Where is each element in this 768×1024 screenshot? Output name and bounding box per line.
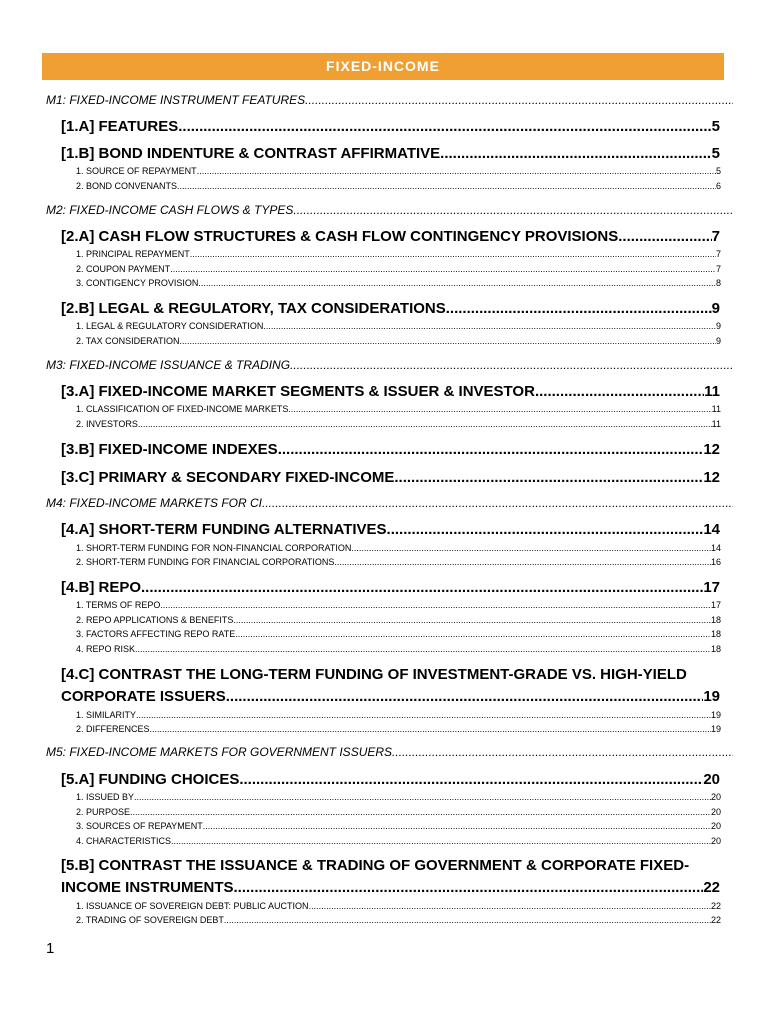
toc-module-m5[interactable] xyxy=(46,745,733,759)
toc-page-number: 7 xyxy=(711,228,720,245)
toc-entry-title: M5: FIXED-INCOME MARKETS FOR GOVERNMENT ISSUERS xyxy=(46,745,393,759)
toc-entry-title: 1. CLASSIFICATION OF FIXED-INCOME MARKETS xyxy=(76,404,289,414)
toc-subitem[interactable] xyxy=(76,615,721,625)
dot-leader xyxy=(135,644,711,654)
toc-subitem[interactable] xyxy=(76,419,721,429)
toc-entry-title: INCOME INSTRUMENTS xyxy=(61,879,234,896)
toc-section-5b-line1[interactable]: [5.B] CONTRAST THE ISSUANCE & TRADING OF GOVERNMENT & CORPORATE FIXED- xyxy=(61,857,690,874)
toc-entry-title: 4. CHARACTERISTICS xyxy=(76,836,172,846)
toc-subitem[interactable] xyxy=(76,821,721,831)
toc-entry-title: [4.A] SHORT-TERM FUNDING ALTERNATIVES xyxy=(61,521,387,538)
toc-page-number: 5 xyxy=(711,145,720,162)
toc-entry-title: 2. SHORT-TERM FUNDING FOR FINANCIAL CORPORATIONS xyxy=(76,557,335,567)
toc-entry-title: 2. COUPON PAYMENT xyxy=(76,264,171,274)
toc-page-number: 5 xyxy=(715,166,721,176)
dot-leader xyxy=(203,821,711,831)
toc-page-number: 12 xyxy=(703,469,720,486)
toc-section-2b[interactable] xyxy=(61,300,720,317)
toc-page-number: 18 xyxy=(710,644,721,654)
dot-leader xyxy=(293,203,733,217)
toc-page-number: 16 xyxy=(710,557,721,567)
toc-subitem[interactable] xyxy=(76,644,721,654)
dot-leader xyxy=(234,879,704,896)
toc-section-4b[interactable] xyxy=(61,579,720,596)
toc-page-number: 19 xyxy=(710,710,721,720)
toc-page-number: 6 xyxy=(715,181,721,191)
dot-leader xyxy=(235,629,711,639)
toc-page-number: 22 xyxy=(710,915,721,925)
dot-leader xyxy=(309,901,711,911)
dot-leader xyxy=(233,615,711,625)
toc-entry-title: 2. REPO APPLICATIONS & BENEFITS xyxy=(76,615,234,625)
dot-leader xyxy=(136,710,711,720)
toc-section-1a[interactable] xyxy=(61,118,720,135)
dot-leader xyxy=(160,600,711,610)
toc-subitem[interactable] xyxy=(76,629,721,639)
toc-section-4c-line1[interactable]: [4.C] CONTRAST THE LONG-TERM FUNDING OF INVESTMENT-GRADE VS. HIGH-YIELD xyxy=(61,666,687,683)
toc-entry-title: 2. TAX CONSIDERATION xyxy=(76,336,180,346)
dot-leader xyxy=(351,543,711,553)
toc-entry-title: 3. FACTORS AFFECTING REPO RATE xyxy=(76,629,236,639)
toc-entry-title: M3: FIXED-INCOME ISSUANCE & TRADING xyxy=(46,358,291,372)
toc-subitem[interactable] xyxy=(76,543,721,553)
toc-entry-title: 1. SOURCE OF REPAYMENT xyxy=(76,166,197,176)
dot-leader xyxy=(224,915,711,925)
toc-entry-title: M4: FIXED-INCOME MARKETS FOR CI xyxy=(46,496,263,510)
toc-page-number: 20 xyxy=(710,792,721,802)
toc-entry-title: 1. ISSUANCE OF SOVEREIGN DEBT: PUBLIC AUCTION xyxy=(76,901,309,911)
toc-page-number: 9 xyxy=(715,321,721,331)
toc-entry-title: [2.B] LEGAL & REGULATORY, TAX CONSIDERATIONS xyxy=(61,300,446,317)
toc-module-m1[interactable] xyxy=(46,93,733,107)
toc-page-number: 22 xyxy=(710,901,721,911)
toc-subitem[interactable] xyxy=(76,249,721,259)
dot-leader xyxy=(198,278,716,288)
toc-module-m2[interactable] xyxy=(46,203,733,217)
toc-page-number: 14 xyxy=(703,521,720,538)
toc-page-number: 17 xyxy=(703,579,720,596)
toc-section-3b[interactable] xyxy=(61,441,720,458)
toc-page-number: 9 xyxy=(715,336,721,346)
toc-page-number: 20 xyxy=(710,821,721,831)
toc-subitem[interactable] xyxy=(76,710,721,720)
dot-leader xyxy=(138,419,712,429)
toc-subitem[interactable] xyxy=(76,404,721,414)
toc-subitem[interactable] xyxy=(76,724,721,734)
toc-entry-title: 3. SOURCES OF REPAYMENT xyxy=(76,821,203,831)
toc-entry-title: [3.B] FIXED-INCOME INDEXES xyxy=(61,441,278,458)
dot-leader xyxy=(180,336,716,346)
page-number: 1 xyxy=(46,940,55,957)
dot-leader xyxy=(334,557,711,567)
dot-leader xyxy=(535,383,704,400)
dot-leader xyxy=(170,264,716,274)
toc-page-number: 20 xyxy=(703,771,720,788)
toc-page-number: 20 xyxy=(710,807,721,817)
document-title-banner: FIXED-INCOME xyxy=(42,53,724,80)
toc-entry-title: [3.C] PRIMARY & SECONDARY FIXED-INCOME xyxy=(61,469,395,486)
toc-subitem[interactable] xyxy=(76,278,721,288)
dot-leader xyxy=(171,836,711,846)
toc-page-number: 11 xyxy=(711,404,721,414)
toc-entry-title: 2. TRADING OF SOVEREIGN DEBT xyxy=(76,915,224,925)
toc-entry-title: 1. SIMILARITY xyxy=(76,710,137,720)
dot-leader xyxy=(177,181,716,191)
dot-leader xyxy=(278,441,704,458)
dot-leader xyxy=(440,145,712,162)
toc-entry-title: [1.A] FEATURES xyxy=(61,118,179,135)
toc-entry-title: 2. BOND CONVENANTS xyxy=(76,181,178,191)
toc-section-4a[interactable] xyxy=(61,521,720,538)
toc-subitem[interactable] xyxy=(76,600,721,610)
toc-page-number: 18 xyxy=(710,615,721,625)
toc-subitem[interactable] xyxy=(76,166,721,176)
toc-page-number: 7 xyxy=(715,249,721,259)
toc-module-m3[interactable] xyxy=(46,358,733,372)
dot-leader xyxy=(226,688,704,705)
toc-entry-title: [2.A] CASH FLOW STRUCTURES & CASH FLOW CONTINGENCY PROVISIONS xyxy=(61,228,619,245)
toc-entry-title: [3.A] FIXED-INCOME MARKET SEGMENTS & ISSUER & INVESTOR xyxy=(61,383,535,400)
toc-module-m4[interactable] xyxy=(46,496,733,510)
toc-page-number: 17 xyxy=(710,600,721,610)
toc-subitem[interactable] xyxy=(76,792,721,802)
toc-entry-title: CORPORATE ISSUERS xyxy=(61,688,226,705)
toc-entry-title: 1. ISSUED BY xyxy=(76,792,135,802)
dot-leader xyxy=(130,807,711,817)
dot-leader xyxy=(394,469,703,486)
toc-entry-title: 1. TERMS OF REPO xyxy=(76,600,161,610)
dot-leader xyxy=(262,496,733,510)
toc-entry-title: [5.A] FUNDING CHOICES xyxy=(61,771,240,788)
toc-subitem[interactable] xyxy=(76,264,721,274)
toc-subitem[interactable] xyxy=(76,901,721,911)
toc-entry-title: 2. DIFFERENCES xyxy=(76,724,150,734)
toc-section-5b[interactable] xyxy=(61,879,720,896)
toc-entry-title: 2. PURPOSE xyxy=(76,807,131,817)
dot-leader xyxy=(178,118,711,135)
dot-leader xyxy=(197,166,716,176)
toc-entry-title: M1: FIXED-INCOME INSTRUMENT FEATURES xyxy=(46,93,306,107)
dot-leader xyxy=(618,228,711,245)
dot-leader xyxy=(446,300,712,317)
dot-leader xyxy=(141,579,703,596)
toc-subitem[interactable] xyxy=(76,557,721,567)
dot-leader xyxy=(134,792,711,802)
toc-page-number: 18 xyxy=(710,629,721,639)
dot-leader xyxy=(150,724,711,734)
toc-section-3a[interactable] xyxy=(61,383,720,400)
toc-page-number: 8 xyxy=(715,278,721,288)
toc-entry-title: M2: FIXED-INCOME CASH FLOWS & TYPES xyxy=(46,203,294,217)
toc-page-number: 19 xyxy=(710,724,721,734)
toc-subitem[interactable] xyxy=(76,807,721,817)
toc-subitem[interactable] xyxy=(76,181,721,191)
toc-entry-title: 2. INVESTORS xyxy=(76,419,138,429)
toc-page-number: 11 xyxy=(704,383,720,400)
toc-page-number: 11 xyxy=(711,419,721,429)
dot-leader xyxy=(190,249,716,259)
toc-entry-title: 1. PRINCIPAL REPAYMENT xyxy=(76,249,190,259)
toc-page-number: 5 xyxy=(711,118,720,135)
toc-entry-title: 3. CONTIGENCY PROVISION xyxy=(76,278,199,288)
toc-section-3c[interactable] xyxy=(61,469,720,486)
toc-section-4c[interactable] xyxy=(61,688,720,705)
dot-leader xyxy=(305,93,733,107)
toc-page-number: 7 xyxy=(715,264,721,274)
toc-page-number: 20 xyxy=(710,836,721,846)
dot-leader xyxy=(288,404,711,414)
toc-page-number: 19 xyxy=(703,688,720,705)
toc-entry-title: [1.B] BOND INDENTURE & CONTRAST AFFIRMATIVE xyxy=(61,145,441,162)
toc-subitem[interactable] xyxy=(76,915,721,925)
toc-page-number: 9 xyxy=(711,300,720,317)
dot-leader xyxy=(263,321,716,331)
dot-leader xyxy=(290,358,733,372)
toc-entry-title: 1. SHORT-TERM FUNDING FOR NON-FINANCIAL CORPORATION xyxy=(76,543,352,553)
dot-leader xyxy=(387,521,704,538)
dot-leader xyxy=(239,771,703,788)
toc-section-2a[interactable] xyxy=(61,228,720,245)
dot-leader xyxy=(392,745,733,759)
toc-entry-title: 1. LEGAL & REGULATORY CONSIDERATION xyxy=(76,321,264,331)
toc-subitem[interactable] xyxy=(76,836,721,846)
toc-page-number: 12 xyxy=(703,441,720,458)
toc-entry-title: [4.B] REPO xyxy=(61,579,142,596)
toc-subitem[interactable] xyxy=(76,336,721,346)
toc-page-number: 22 xyxy=(703,879,720,896)
toc-entry-title: 4. REPO RISK xyxy=(76,644,136,654)
toc-section-5a[interactable] xyxy=(61,771,720,788)
toc-page-number: 14 xyxy=(710,543,721,553)
toc-section-1b[interactable] xyxy=(61,145,720,162)
toc-subitem[interactable] xyxy=(76,321,721,331)
